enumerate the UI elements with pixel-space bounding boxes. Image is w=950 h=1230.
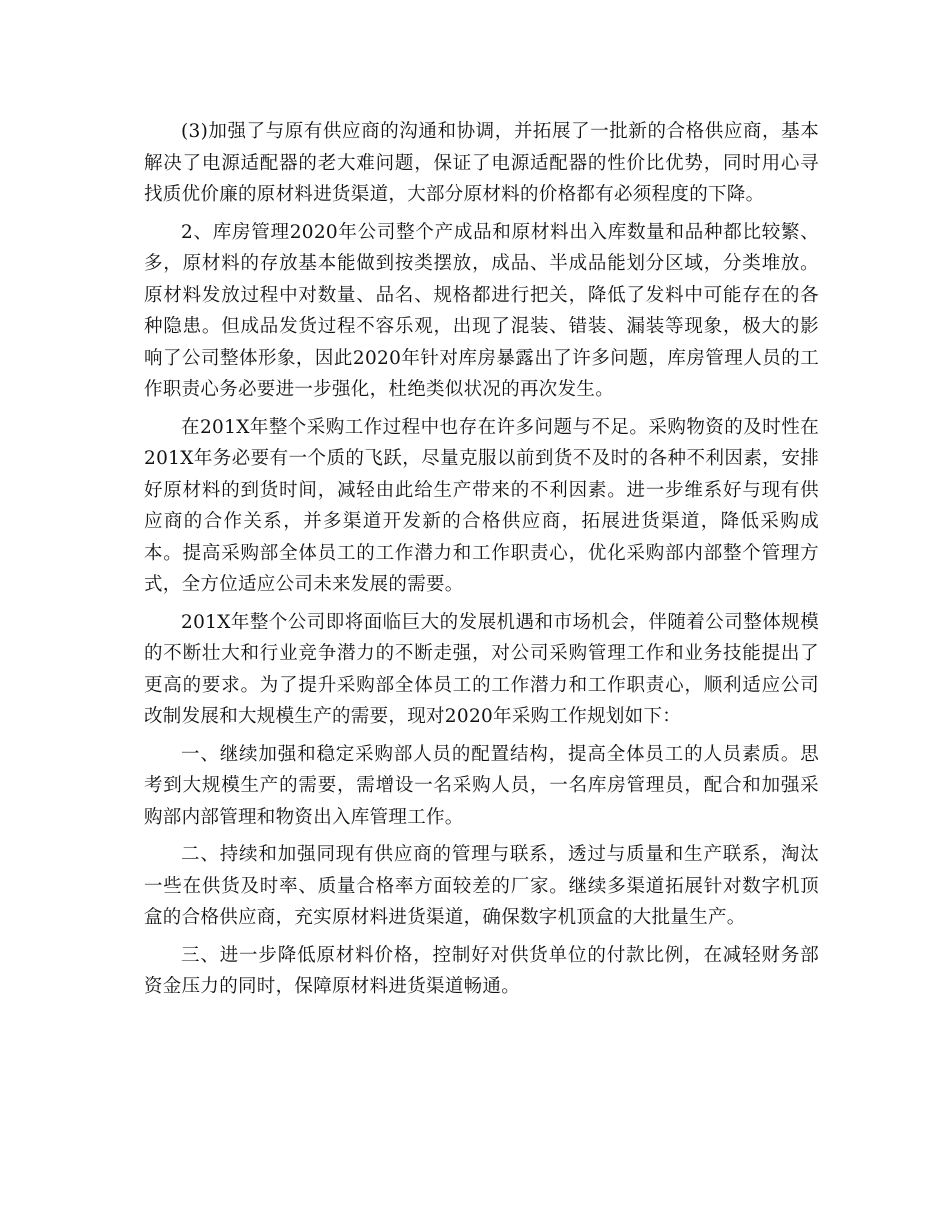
paragraph: (3)加强了与原有供应商的沟通和协调，并拓展了一批新的合格供应商，基本解决了电源适配器的老大难问题，保证了电源适配器的性价比优势，同时用心寻找质优价廉的原材料进货渠道，大部分原材料的价格都有必须程度的下降。 <box>144 121 819 205</box>
paragraph: 201X年整个公司即将面临巨大的发展机遇和市场机会，伴随着公司整体规模的不断壮大和行业竞争潜力的不断走强，对公司采购管理工作和业务技能提出了更高的要求。为了提升采购部全体员工的工作潜力和工作职责心，顺利适应公司改制发展和大规模生产的需要，现对2020年采购工作规划如下： <box>144 611 819 727</box>
paragraph: 三、进一步降低原材料价格，控制好对供货单位的付款比例，在减轻财务部资金压力的同时，保障原材料进货渠道畅通。 <box>144 944 819 997</box>
paragraph: 在201X年整个采购工作过程中也存在许多问题与不足。采购物资的及时性在201X年务必要有一个质的飞跃，尽量克服以前到货不及时的各种不利因素，安排好原材料的到货时间，减轻由此给生产带来的不利因素。进一步维系好与现有供应商的合作关系，并多渠道开发新的合格供应商，拓展进货渠道，降低采购成本。提高采购部全体员工的工作潜力和工作职责心，优化采购部内部整个管理方式，全方位适应公司未来发展的需要。 <box>144 416 819 595</box>
paragraph: 二、持续和加强同现有供应商的管理与联系，透过与质量和生产联系，淘汰一些在供货及时率、质量合格率方面较差的厂家。继续多渠道拓展针对数字机顶盒的合格供应商，充实原材料进货渠道，确保数字机顶盒的大批量生产。 <box>144 844 819 928</box>
paragraph: 一、继续加强和稳定采购部人员的配置结构，提高全体员工的人员素质。思考到大规模生产的需要，需增设一名采购人员，一名库房管理员，配合和加强采购部内部管理和物资出入库管理工作。 <box>144 743 819 828</box>
document-body <box>144 116 819 1009</box>
paragraph: 2、库房管理2020年公司整个产成品和原材料出入库数量和品种都比较繁、多，原材料的存放基本能做到按类摆放，成品、半成品能划分区域，分类堆放。原材料发放过程中对数量、品名、规格都进行把关，降低了发料中可能存在的各种隐患。但成品发货过程不容乐观，出现了混装、错装、漏装等现象，极大的影响了公司整体形象，因此2020年针对库房暴露出了许多问题，库房管理人员的工作职责心务必要进一步强化，杜绝类似状况的再次发生。 <box>144 221 819 400</box>
